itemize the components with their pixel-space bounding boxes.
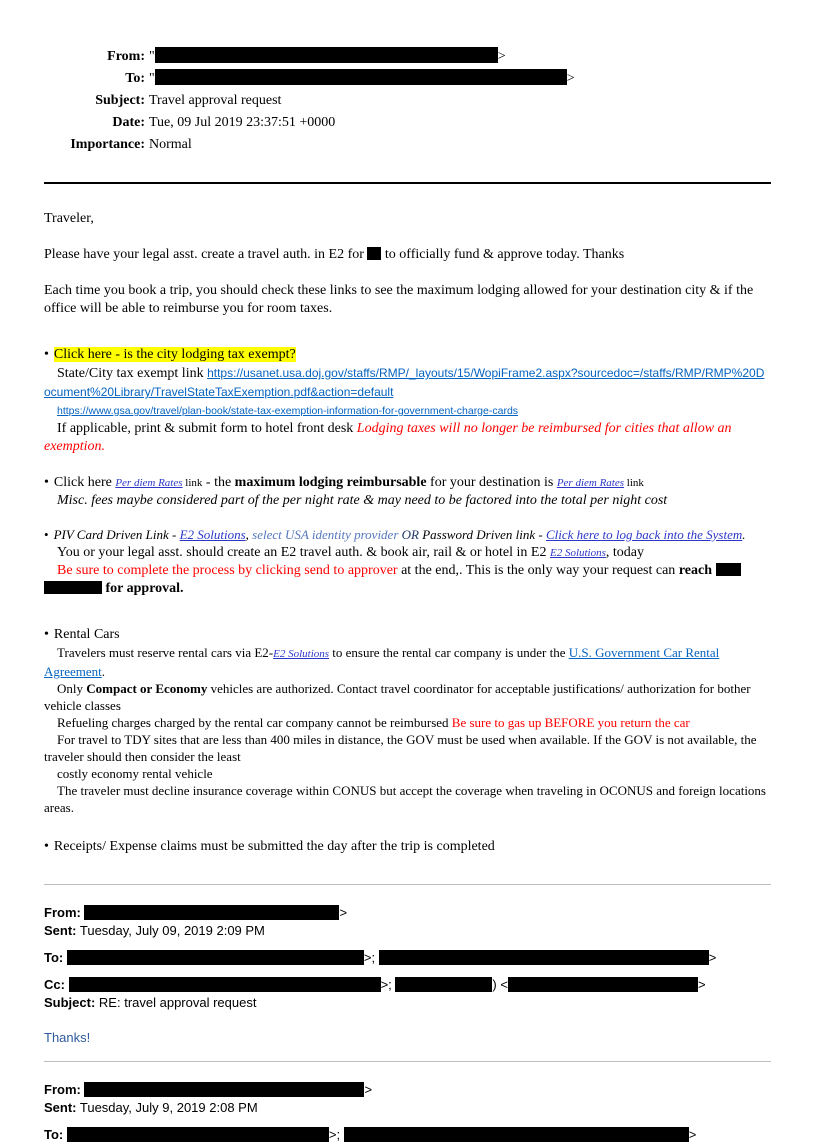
text-run: . (101, 664, 106, 679)
e2-solutions-link[interactable]: E2 Solutions (179, 527, 246, 542)
reply2-row-to (44, 1117, 771, 1144)
importance-value: Normal (149, 137, 192, 152)
reply-row-subject (44, 994, 771, 1012)
text-run: . (742, 527, 746, 542)
rental-line-reserve (44, 644, 771, 680)
text-run: link (182, 477, 203, 489)
tax-link-line (44, 364, 771, 402)
subject-value: Travel approval request (149, 93, 282, 108)
email-header-reply-2 (44, 1072, 771, 1144)
importance-label: Importance: (70, 137, 145, 152)
text-run: Password Driven link - (422, 527, 546, 542)
send-to-approver-line (44, 562, 771, 580)
text-run: link (624, 477, 644, 489)
cc-label: Cc: (44, 977, 65, 992)
angle-bracket: > (708, 950, 717, 965)
angle-bracket: > (566, 71, 575, 86)
separator: >; (380, 977, 392, 992)
text-run: You or your legal asst. should create an E2 travel auth. & book air, rail & or hotel in E2 (57, 545, 550, 560)
reply-row-sent (44, 922, 771, 940)
text-run: Please have your legal asst. create a travel auth. in E2 for (44, 247, 368, 262)
header-row-to (44, 68, 771, 90)
bullet-line-rental (44, 626, 771, 644)
paragraph-book-trip: Each time you book a trip, you should check these links to see the maximum lodging allowed for your destination city & if the office will be able to reimburse you for room taxes. (44, 283, 754, 316)
reply-row-cc (44, 967, 771, 994)
usa-identity-provider-text: select USA identity provider (252, 527, 399, 542)
to-label: To: (44, 1127, 64, 1142)
separator: >; (328, 1127, 341, 1142)
bullet-marker: • (44, 627, 49, 642)
text-run: Click here (53, 475, 116, 490)
reply2-row-sent (44, 1099, 771, 1117)
text-run: vehicles are authorized. Contact travel coordinator for acceptable justifications/ authorization for bother vehicle classes (44, 681, 751, 713)
header-row-date (44, 112, 771, 134)
sent-value: Tuesday, July 09, 2019 2:09 PM (79, 923, 265, 938)
angle-bracket: > (339, 905, 348, 920)
greeting: Traveler, (44, 211, 94, 226)
max-lodging-bold: maximum lodging reimbursable (234, 475, 427, 490)
text-run: - the (202, 475, 235, 490)
angle-bracket: > (497, 49, 506, 64)
section-rental-cars (44, 626, 771, 816)
redaction-bar (84, 1082, 364, 1097)
per-diem-rates-link[interactable]: Per diem Rates (115, 477, 183, 489)
log-back-link[interactable]: Click here to log back into the System (545, 527, 743, 542)
car-rental-agreement-link[interactable]: U.S. Government Car Rental Agreement (44, 645, 720, 679)
date-label: Date: (112, 115, 145, 130)
bullet-marker: • (44, 839, 49, 854)
email-header-top (44, 46, 771, 156)
separator: ) < (492, 977, 508, 992)
bullet-line-tax (44, 346, 771, 364)
e2-solutions-link[interactable]: E2 Solutions (273, 648, 330, 660)
text-run: Refueling charges charged by the rental car company cannot be reimbursed (57, 715, 452, 730)
subject-label: Subject: (44, 995, 96, 1010)
bullet-line-receipts (44, 838, 771, 856)
bullet-marker: • (44, 347, 49, 362)
angle-bracket: > (364, 1082, 373, 1097)
date-value: Tue, 09 Jul 2019 23:37:51 +0000 (149, 115, 336, 130)
text-run: PIV Card Driven Link - (53, 527, 180, 542)
text-run: , today (605, 545, 644, 560)
rental-line-costly: costly economy rental vehicle (57, 766, 213, 781)
header-row-importance (44, 134, 771, 156)
paragraph-fund-approve (44, 246, 771, 264)
reply2-row-from (44, 1072, 771, 1099)
misc-fees-note: Misc. fees maybe considered part of the per night rate & may need to be factored into the total per night cost (57, 493, 668, 508)
from-value (145, 46, 506, 68)
redaction-bar (67, 950, 364, 965)
send-approver-warning: Be sure to complete the process by clicking send to approver (57, 563, 398, 578)
text-run: to officially fund & approve today. Thanks (381, 247, 625, 262)
text-run: for your destination is (426, 475, 557, 490)
reach-bold: reach (678, 563, 716, 578)
for-approval-line (44, 580, 771, 598)
thanks-text: Thanks! (44, 1030, 91, 1045)
redaction-bar (155, 69, 567, 85)
text-run: , (245, 527, 253, 542)
redaction-bar (367, 247, 381, 260)
section-e2-login (44, 526, 771, 598)
compact-economy-bold: Compact or Economy (86, 681, 208, 696)
angle-bracket: > (688, 1127, 697, 1142)
redaction-bar (155, 47, 498, 63)
header-divider (44, 182, 771, 184)
rental-cars-title: Rental Cars (53, 627, 120, 642)
sent-value: Tuesday, July 9, 2019 2:08 PM (79, 1100, 258, 1115)
from-label: From: (44, 905, 81, 920)
redaction-bar (395, 977, 492, 992)
or-text: OR (398, 527, 423, 542)
email-header-reply (44, 895, 771, 1012)
lodging-tax-warning: Lodging taxes will no longer be reimbursed for cities that allow an exemption. (44, 421, 732, 454)
section-tax-exempt (44, 346, 771, 456)
text-run: If applicable, print & submit form to hotel front desk (57, 421, 357, 436)
header-row-from (44, 46, 771, 68)
text-run: to ensure the rental car company is under the (329, 645, 569, 660)
to-label: To: (125, 71, 145, 86)
text-run: State/City tax exempt link (57, 366, 208, 381)
redaction-bar (67, 1127, 329, 1142)
subject-value: RE: travel approval request (98, 995, 257, 1010)
text-run: at the end,. This is the only way your request can (397, 563, 679, 578)
reply-divider-2 (44, 1061, 771, 1062)
subject-label: Subject: (95, 93, 145, 108)
redaction-bar (344, 1127, 689, 1142)
if-applicable-line (44, 420, 771, 456)
bullet-marker: • (44, 475, 49, 490)
reply-divider (44, 884, 771, 885)
sent-label: Sent: (44, 1100, 77, 1115)
redaction-bar (44, 581, 102, 594)
section-per-diem (44, 474, 771, 510)
quote-char: " (149, 71, 155, 86)
to-value (145, 68, 575, 90)
highlighted-question: Click here - is the city lodging tax exempt? (53, 347, 296, 362)
receipts-text: Receipts/ Expense claims must be submitted the day after the trip is completed (53, 839, 495, 854)
section-receipts (44, 838, 771, 856)
reply-row-to (44, 940, 771, 967)
redaction-bar (69, 977, 381, 992)
text-run: Travelers must reserve rental cars via E2- (57, 645, 274, 660)
from-label: From: (44, 1082, 81, 1097)
to-label: To: (44, 950, 64, 965)
redaction-bar (716, 563, 741, 576)
rental-line-insurance: The traveler must decline insurance coverage within CONUS but accept the coverage when traveling in OCONUS and foreign locations areas. (44, 783, 766, 815)
per-diem-rates-link[interactable]: Per diem Rates (556, 477, 625, 489)
quote-char: " (149, 49, 155, 64)
reply-row-from (44, 895, 771, 922)
redaction-bar (379, 950, 709, 965)
rental-line-tdy: For travel to TDY sites that are less than 400 miles in distance, the GOV must be used when available. If the GOV is not available, the traveler should then consider the least (44, 732, 757, 764)
doj-tax-exempt-link[interactable]: https://usanet.usa.doj.gov/staffs/RMP/_layouts/15/WopiFrame2.aspx?sourcedoc=/staffs/RMP/RMP%20Document%20Library/TravelStateTaxExemption.pdf&action=default (44, 366, 765, 399)
header-row-subject (44, 90, 771, 112)
redaction-bar (84, 905, 339, 920)
bullet-line-piv (44, 526, 771, 544)
rental-line-refueling (44, 714, 771, 731)
bullet-marker: • (44, 527, 49, 542)
text-run: Only (57, 681, 87, 696)
gas-up-warning: Be sure to gas up BEFORE you return the car (451, 715, 690, 730)
rental-line-compact (44, 680, 771, 714)
gsa-link-line (44, 402, 771, 420)
separator: >; (363, 950, 376, 965)
bullet-line-perdiem (44, 474, 771, 492)
approval-bold: for approval. (102, 581, 184, 596)
sent-label: Sent: (44, 923, 77, 938)
gsa-tax-exemption-link[interactable]: https://www.gsa.gov/travel/plan-book/state-tax-exemption-information-for-government-charge-cards (57, 405, 519, 417)
redaction-bar (508, 977, 698, 992)
from-label: From: (107, 49, 145, 64)
e2-solutions-link[interactable]: E2 Solutions (549, 547, 606, 559)
angle-bracket: > (697, 977, 706, 992)
create-auth-line (44, 544, 771, 562)
